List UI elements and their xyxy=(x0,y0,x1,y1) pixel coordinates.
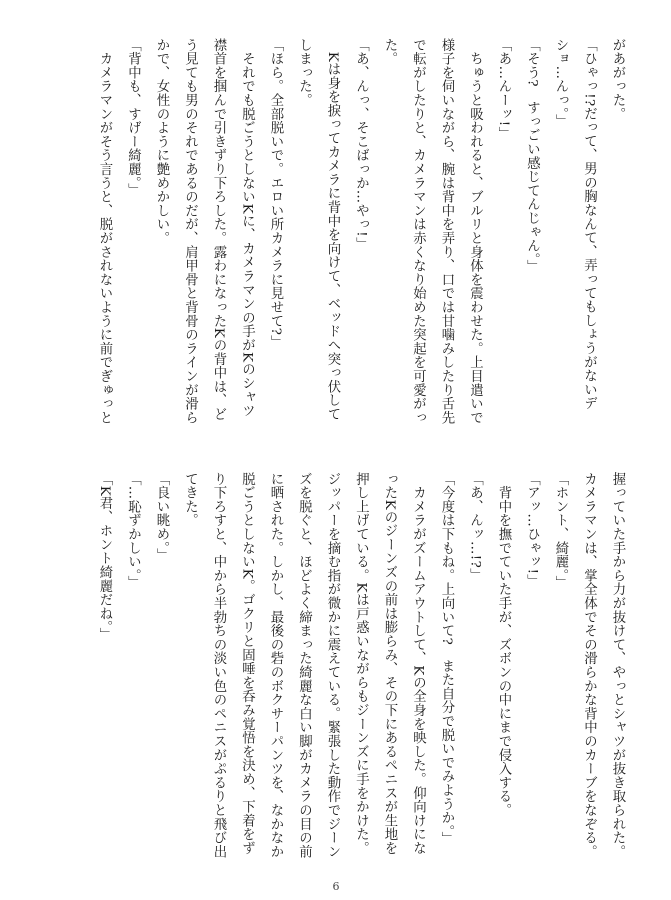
text-line: 脱ごうとしないK。ゴクリと固唾を呑み覚悟を決め、下着をず xyxy=(239,472,255,856)
text-line: 「ひゃっ!?だって、男の胸なんて、弄ってもしょうがないデ xyxy=(581,38,597,411)
text-line: カメラマンがそう言うと、脱がされないように前でぎゅっと xyxy=(97,38,112,425)
text-line: 背中を撫でていた手が、ズボンの中にまで侵入する。 xyxy=(496,472,511,817)
text-line: た。 xyxy=(382,38,397,66)
text-line: ったKのジーンズの前は膨らみ、その下にあるペニスが生地を xyxy=(382,472,397,856)
text-line: り下ろすと、中から半勃ちの淡い色のペニスがぷるりと飛び出 xyxy=(211,472,226,859)
text-line: てきた。 xyxy=(182,472,198,528)
text-line: ジッパーを摘む指が微かに震えている。緊張した動作でジーン xyxy=(325,472,340,859)
text-line: 「良い眺め。」 xyxy=(154,472,169,562)
text-line: ショ…んっ。」 xyxy=(553,38,568,128)
text-line: で転がしたりと、カメラマンは赤くなり始めた突起を可愛がっ xyxy=(410,38,426,425)
text-block-bottom xyxy=(31,472,631,874)
page-number: 6 xyxy=(332,880,340,893)
text-line: ズを脱ぐと、ほどよく締まった綺麗な白い脚がカメラの目の前 xyxy=(296,472,312,859)
text-line: カメラマンは、掌全体でその滑らかな背中のカーブをなぞる。 xyxy=(581,472,597,859)
text-line: Kは身を捩ってカメラに背中を向けて、ベッドへ突っ伏して xyxy=(325,38,340,422)
text-line: 「ホント、綺麗。」 xyxy=(553,472,568,590)
text-line: 様子を伺いながら、腕は背中を弄り、口では甘噛みしたり舌先 xyxy=(439,38,454,425)
text-line: 押し上げている。Kは戸惑いながらもジーンズに手をかけた。 xyxy=(353,472,369,856)
text-line: それでも脱ごうとしないKに、カメラマンの手がKのシャツ xyxy=(239,38,255,418)
text-line: 握っていた手から力が抜けて、やっとシャツが抜き取られた。 xyxy=(610,472,625,859)
text-line: 「今度は下もね。上向いて? また自分で脱いでみようか。」 xyxy=(439,472,454,846)
text-line: 襟首を掴んで引きずり下ろした。露わになったKの背中は、ど xyxy=(211,38,226,422)
text-line: 「K君、ホント綺麗だね。」 xyxy=(97,472,112,642)
text-line: 「あ、んッ…!?」 xyxy=(467,472,483,582)
text-block-top xyxy=(31,38,631,440)
text-line: 「あ、んっ、そこばっか…やっ!」 xyxy=(353,38,369,251)
text-line: 「あ…んーッ!」 xyxy=(496,38,511,141)
text-line: 「ほら。全部脱いで。エロい所カメラに見せて?」 xyxy=(268,38,283,350)
text-line: 「背中も、すげー綺麗。」 xyxy=(125,38,141,197)
text-line: かで、女性のように艶めかしい。 xyxy=(154,38,169,245)
text-line: があがった。 xyxy=(610,38,625,121)
text-line: 「アッ…ひゃッ!」 xyxy=(524,472,540,589)
text-line: に晒された。しかし、最後の砦のボクサーパンツを、なかなか xyxy=(268,472,283,859)
text-line: 「そう? すっごい感じてんじゃん。」 xyxy=(524,38,540,274)
text-line: ちゅうと吸われると、ブルリと身体を震わせた。上目遣いで xyxy=(467,38,483,425)
text-line: う見ても男のそれであるのだが、肩甲骨と背骨のラインが滑ら xyxy=(182,38,198,425)
text-line: 「…恥ずかしい。」 xyxy=(125,472,141,590)
text-line: カメラがズームアウトして、Kの全身を映した。仰向けにな xyxy=(410,472,426,856)
text-line: しまった。 xyxy=(296,38,312,107)
